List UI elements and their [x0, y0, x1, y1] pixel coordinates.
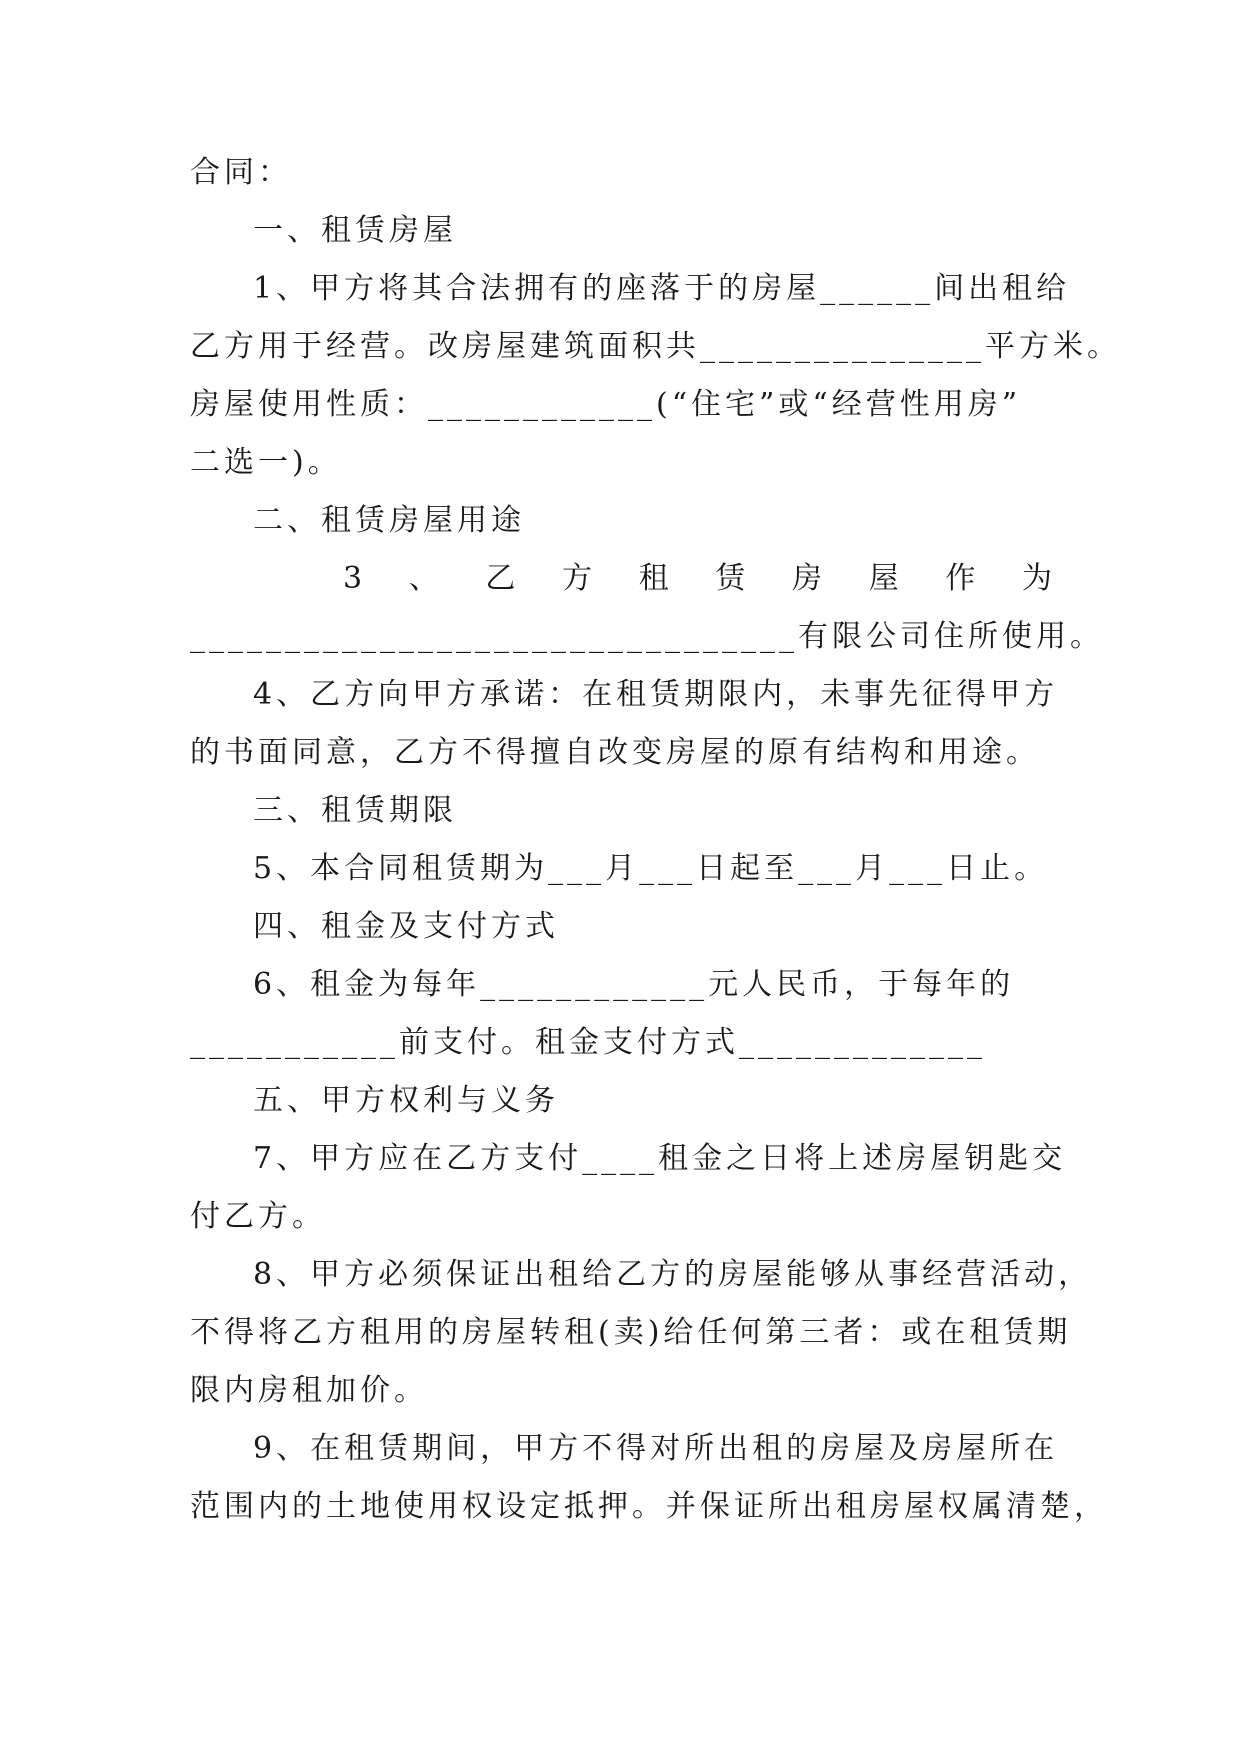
section-heading: 二、租赁房屋用途 [253, 503, 525, 538]
text-line: 合同： [190, 155, 292, 190]
text-line: 二选一)。 [190, 445, 342, 480]
text-line: 的书面同意，乙方不得擅自改变房屋的原有结构和用途。 [190, 735, 1040, 770]
text-line: ___________前支付。租金支付方式_____________ [190, 1025, 986, 1060]
justified-char: 方 [562, 561, 593, 596]
text-line: 不得将乙方租用的房屋转租(卖)给任何第三者：或在租赁期 [190, 1315, 1072, 1350]
text-line: 4、乙方向甲方承诺：在租赁期限内，未事先征得甲方 [253, 677, 1059, 712]
text-line: 5、本合同租赁期为___月___日起至___月___日止。 [253, 851, 1049, 886]
text-line: 7、甲方应在乙方支付____租金之日将上述房屋钥匙交 [253, 1141, 1067, 1176]
justified-char: 赁 [715, 561, 746, 596]
justified-char: 、 [408, 561, 439, 596]
text-line: 范围内的土地使用权设定抵押。并保证所出租房屋权属清楚， [190, 1489, 1108, 1524]
section-heading: 一、租赁房屋 [253, 213, 457, 248]
justified-char: 房 [792, 561, 823, 596]
text-line: 1、甲方将其合法拥有的座落于的房屋______间出租给 [253, 271, 1071, 306]
text-line: 9、在租赁期间，甲方不得对所出租的房屋及房屋所在 [253, 1431, 1059, 1466]
justified-char: 3 [343, 561, 363, 596]
text-line: 限内房租加价。 [190, 1373, 428, 1408]
justified-char: 屋 [868, 561, 899, 596]
text-line: 乙方用于经营。改房屋建筑面积共_______________平方米。 [190, 329, 1121, 364]
section-heading: 五、甲方权利与义务 [253, 1083, 559, 1118]
text-line: 付乙方。 [190, 1199, 326, 1234]
section-heading: 三、租赁期限 [253, 793, 457, 828]
justified-char: 乙 [485, 561, 516, 596]
justified-char: 为 [1022, 561, 1052, 596]
justified-char: 租 [638, 561, 669, 596]
section-heading: 四、租金及支付方式 [253, 909, 559, 944]
text-line: 8、甲方必须保证出租给乙方的房屋能够从事经营活动， [253, 1257, 1093, 1292]
justified-text-line [343, 559, 1052, 599]
text-line: 6、租金为每年____________元人民币，于每年的 [253, 967, 1015, 1002]
text-line: 房屋使用性质：____________(“住宅”或“经营性用房” [190, 387, 1022, 422]
text-line: ________________________________有限公司住所使用。 [190, 619, 1104, 654]
justified-char: 作 [945, 561, 976, 596]
